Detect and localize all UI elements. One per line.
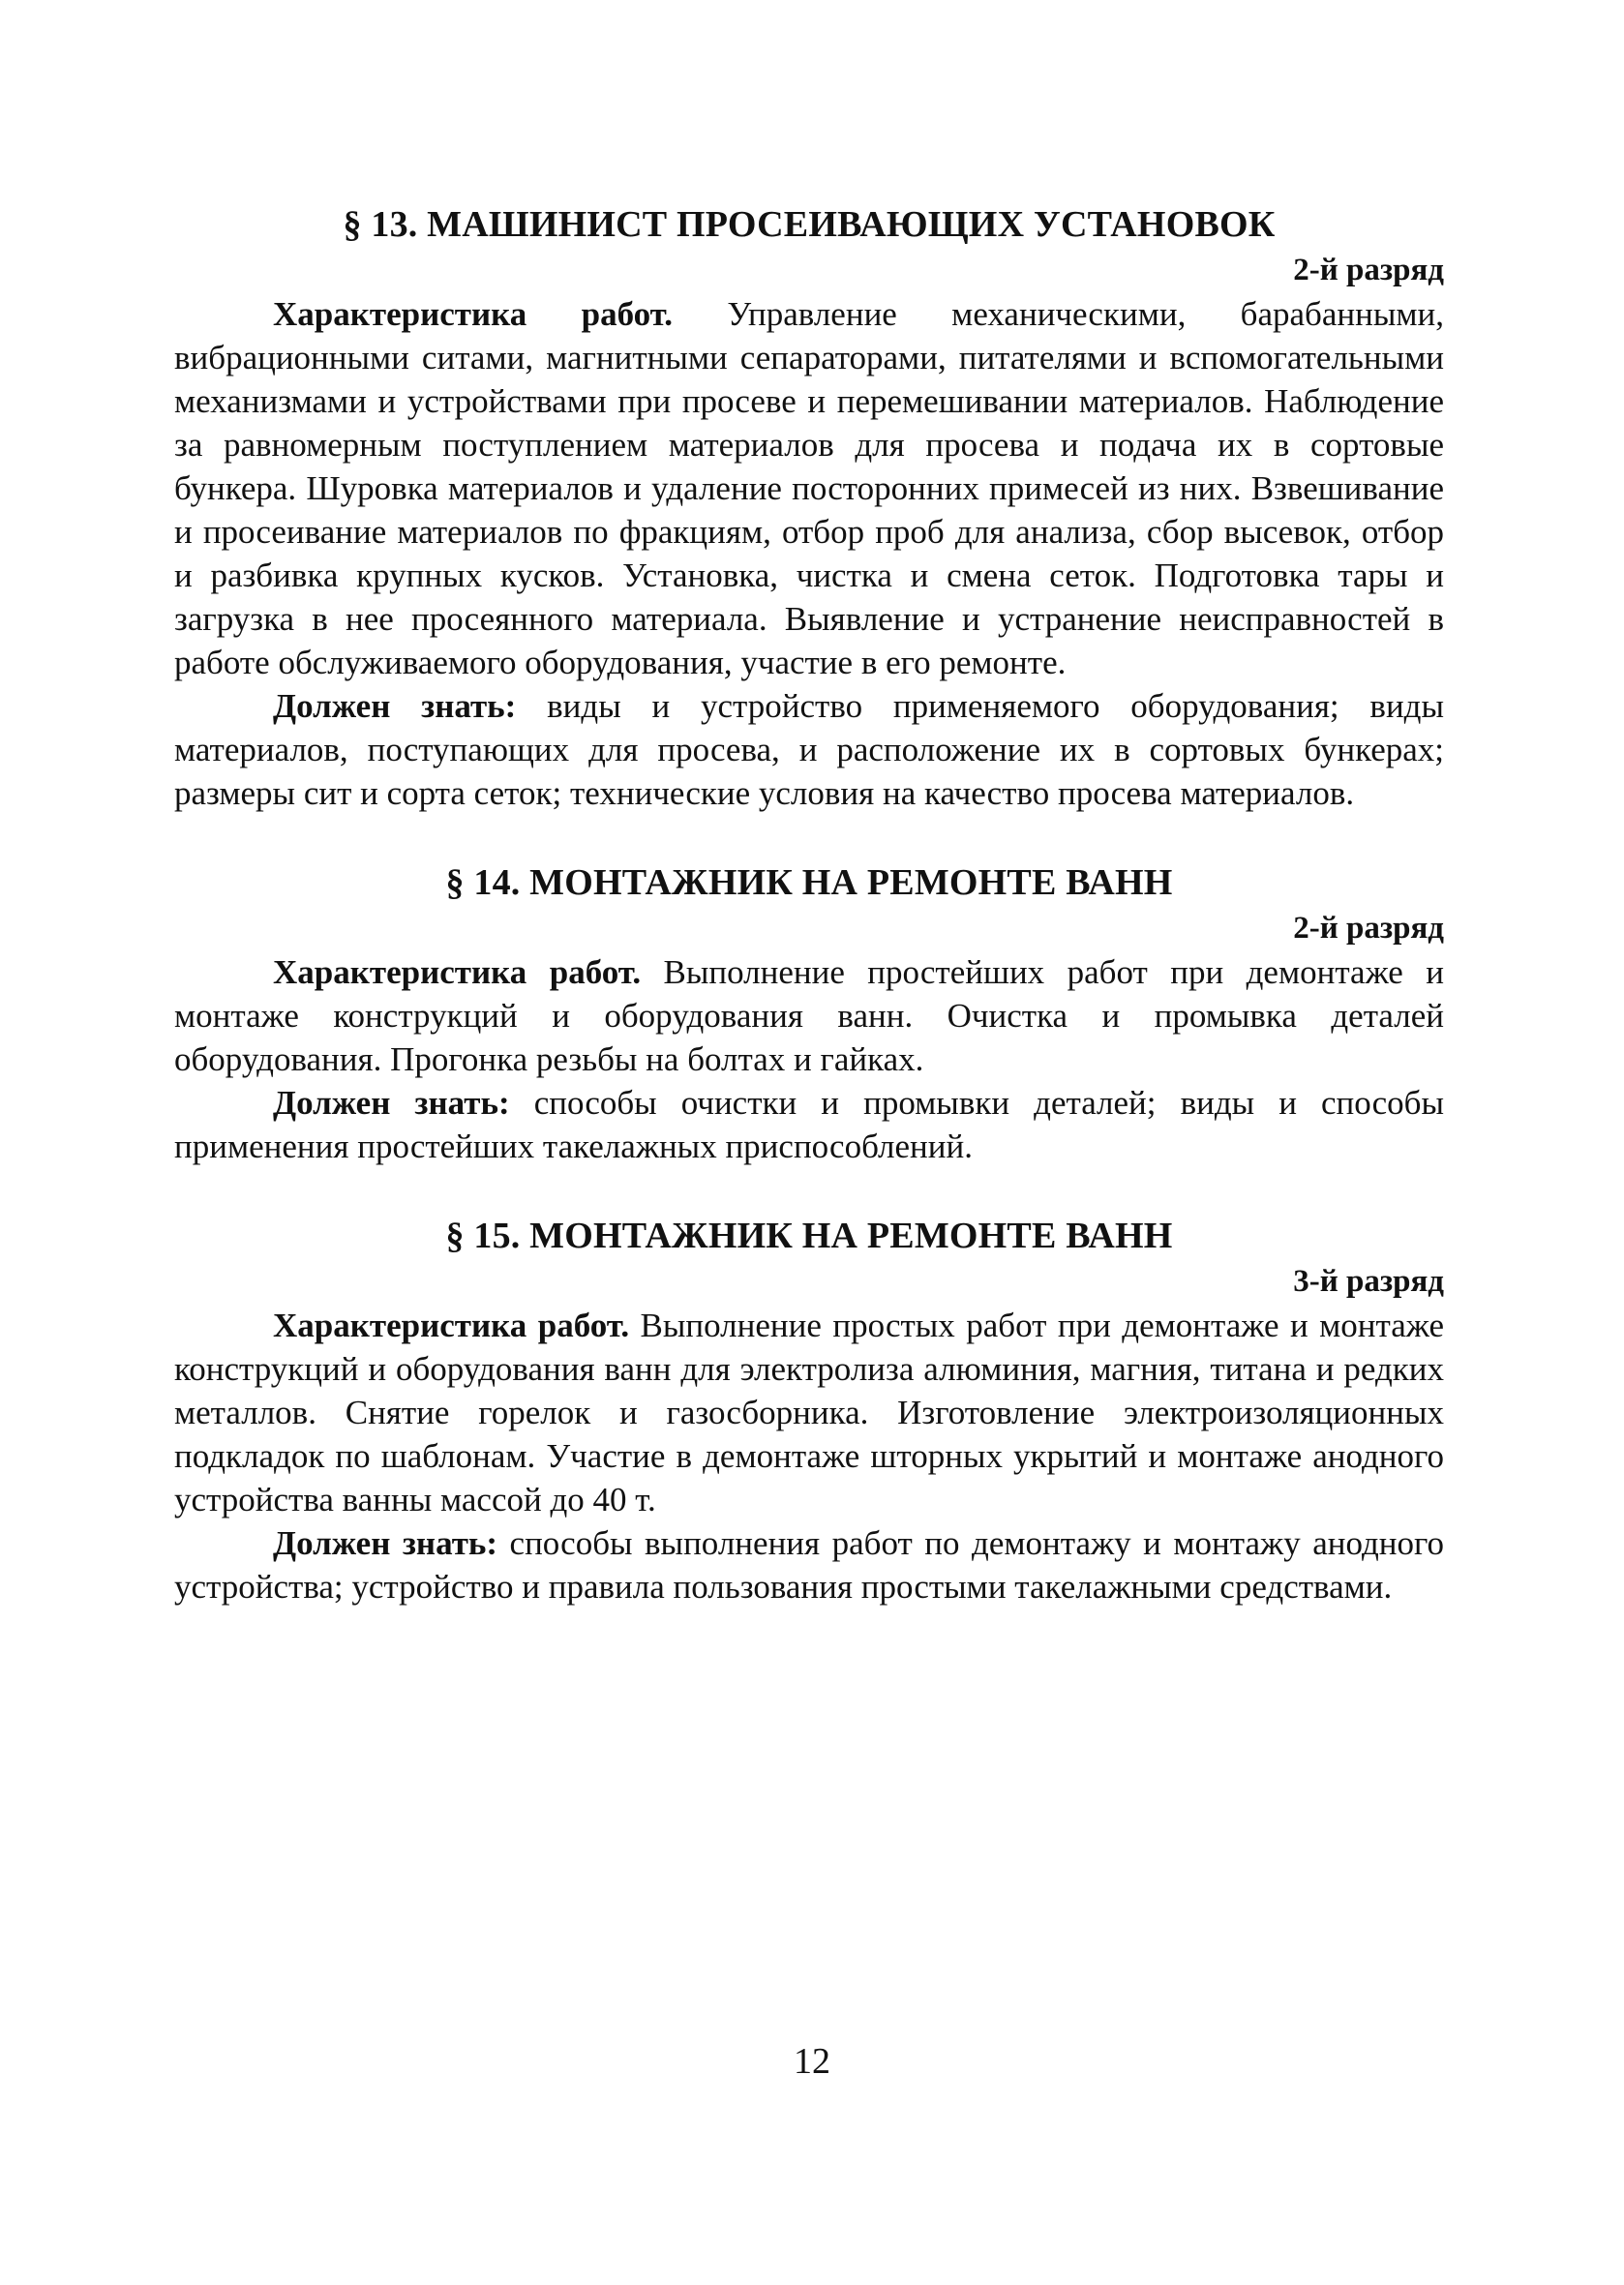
know-text: виды и устройство применяемого оборудования; виды материалов, поступающих для просева, и расположение их в сортовых бункерах; размеры сит и сорта сеток; технические условия на качество просева материалов. bbox=[174, 687, 1444, 812]
know-label: Должен знать: bbox=[273, 1524, 498, 1562]
section-13 bbox=[174, 201, 1444, 815]
work-characteristics bbox=[174, 950, 1444, 1081]
work-text: Управление механическими, барабанными, вибрационными ситами, магнитными сепараторами, питателями и вспомогательными механизмами и устройствами при просеве и перемешивании материалов. Наблюдение за равномерным поступлением материалов для просева и подача их в сортовые бункера. Шуровка материалов и удаление посторонних примесей из них. Взвешивание и просеивание материалов по фракциям, отбор проб для анализа, сбор высевок, отбор и разбивка крупных кусков. Установка, чистка и смена сеток. Подготовка тары и загрузка в нее просеянного материала. Выявление и устранение неисправностей в работе обслуживаемого оборудования, участие в его ремонте. bbox=[174, 295, 1444, 681]
section-spacer bbox=[174, 1168, 1444, 1213]
work-label: Характеристика работ. bbox=[273, 295, 673, 333]
section-spacer bbox=[174, 815, 1444, 859]
required-knowledge bbox=[174, 1521, 1444, 1609]
document-page bbox=[174, 201, 1444, 1609]
work-characteristics bbox=[174, 292, 1444, 684]
work-characteristics bbox=[174, 1304, 1444, 1521]
grade-label: 2-й разряд bbox=[1293, 253, 1444, 287]
section-title: § 13. МАШИНИСТ ПРОСЕИВАЮЩИХ УСТАНОВОК bbox=[343, 204, 1276, 245]
know-text: способы выполнения работ по демонтажу и монтажу анодного устройства; устройство и правила пользования простыми такелажными средствами. bbox=[174, 1524, 1444, 1606]
required-knowledge bbox=[174, 684, 1444, 815]
page-number: 12 bbox=[794, 2041, 830, 2082]
work-text: Выполнение простых работ при демонтаже и монтаже конструкций и оборудования ванн для электролиза алюминия, магния, титана и редких металлов. Снятие горелок и газосборника. Изготовление электроизоляционных подкладок по шаблонам. Участие в демонтаже шторных укрытий и монтаже анодного устройства ванны массой до 40 т. bbox=[174, 1307, 1445, 1518]
work-label: Характеристика работ. bbox=[273, 1307, 630, 1344]
work-text: Выполнение простейших работ при демонтаже и монтаже конструкций и оборудования ванн. Очистка и промывка деталей оборудования. Прогонка резьбы на болтах и гайках. bbox=[174, 953, 1444, 1078]
know-text: способы очистки и промывки деталей; виды и способы применения простейших такелажных приспособлений. bbox=[174, 1084, 1444, 1165]
know-label: Должен знать: bbox=[273, 687, 517, 725]
grade-label: 2-й разряд bbox=[1293, 911, 1444, 946]
know-label: Должен знать: bbox=[273, 1084, 510, 1122]
required-knowledge bbox=[174, 1081, 1444, 1168]
section-title: § 15. МОНТАЖНИК НА РЕМОНТЕ ВАНН bbox=[445, 1216, 1173, 1256]
grade-label: 3-й разряд bbox=[1293, 1264, 1444, 1299]
section-15 bbox=[174, 1213, 1444, 1609]
section-14 bbox=[174, 859, 1444, 1168]
work-label: Характеристика работ. bbox=[273, 953, 642, 991]
section-title: § 14. МОНТАЖНИК НА РЕМОНТЕ ВАНН bbox=[445, 862, 1173, 903]
